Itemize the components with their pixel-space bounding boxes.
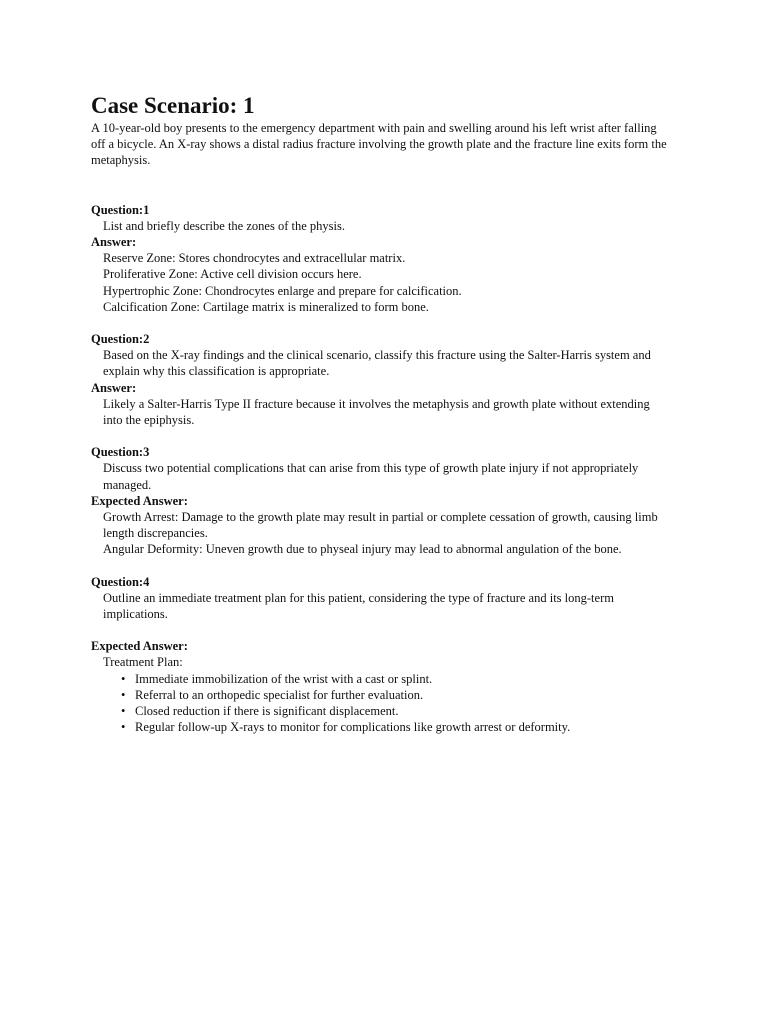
answer-1-line: Hypertrophic Zone: Chondrocytes enlarge and prepare for calcification. xyxy=(103,283,462,298)
question-2-text: Based on the X-ray findings and the clinical scenario, classify this fracture using the Salter-Harris system and explain why this classification is appropriate. xyxy=(103,348,651,379)
question-3-text: Discuss two potential complications that can arise from this type of growth plate injury if not appropriately managed. xyxy=(103,461,639,492)
answer-4-label: Expected Answer: xyxy=(91,639,188,654)
answer-3-label: Expected Answer: xyxy=(91,493,188,508)
answer-1-line: Reserve Zone: Stores chondrocytes and extracellular matrix. xyxy=(103,251,406,266)
bullet-icon: • xyxy=(121,687,126,702)
answer-3-line: Growth Arrest: Damage to the growth plate may result in partial or complete cessation of growth, causing limb length discrepancies. xyxy=(103,510,658,541)
question-4-text: Outline an immediate treatment plan for this patient, considering the type of fracture and its long-term implications. xyxy=(103,590,614,622)
question-3-label: Question:3 xyxy=(91,445,150,460)
spacer xyxy=(91,622,768,638)
list-item xyxy=(121,687,768,703)
question-4-label: Question:4 xyxy=(91,574,150,589)
list-item-text: Regular follow-up X-rays to monitor for complications like growth arrest or deformity. xyxy=(135,720,571,735)
question-3-block xyxy=(91,444,768,557)
question-2-block xyxy=(91,331,768,428)
bullet-icon: • xyxy=(121,671,126,686)
bullet-icon: • xyxy=(121,720,126,735)
answer-2-line: Likely a Salter-Harris Type II fracture because it involves the metaphysis and growth plate without extending into the epiphysis. xyxy=(103,396,650,428)
question-4-block xyxy=(91,574,768,736)
list-item xyxy=(121,703,768,719)
treatment-plan-label: Treatment Plan: xyxy=(103,655,183,670)
question-1-text: List and briefly describe the zones of the physis. xyxy=(103,218,345,233)
list-item-text: Referral to an orthopedic specialist for further evaluation. xyxy=(135,687,424,702)
list-item-text: Closed reduction if there is significant displacement. xyxy=(135,704,399,719)
answer-1-line: Proliferative Zone: Active cell division occurs here. xyxy=(103,267,362,282)
answer-1-label: Answer: xyxy=(91,235,137,250)
bullet-icon: • xyxy=(121,704,126,719)
answer-2-label: Answer: xyxy=(91,380,137,395)
page-title: Case Scenario: 1 xyxy=(91,93,255,118)
answer-1-line: Calcification Zone: Cartilage matrix is mineralized to form bone. xyxy=(103,299,429,314)
answer-3-line: Angular Deformity: Uneven growth due to physeal injury may lead to abnormal angulation of the bone. xyxy=(103,542,622,557)
question-1-block xyxy=(91,202,768,315)
question-2-label: Question:2 xyxy=(91,332,150,347)
list-item xyxy=(121,671,768,687)
list-item xyxy=(121,719,768,735)
list-item-text: Immediate immobilization of the wrist with a cast or splint. xyxy=(135,671,433,686)
case-intro: A 10-year-old boy presents to the emergency department with pain and swelling around his left wrist after falling off a bicycle. An X-ray shows a distal radius fracture involving the growth plate and the fracture line exits form the metaphysis. xyxy=(91,121,667,168)
treatment-plan-list xyxy=(91,671,768,736)
question-1-label: Question:1 xyxy=(91,202,150,217)
